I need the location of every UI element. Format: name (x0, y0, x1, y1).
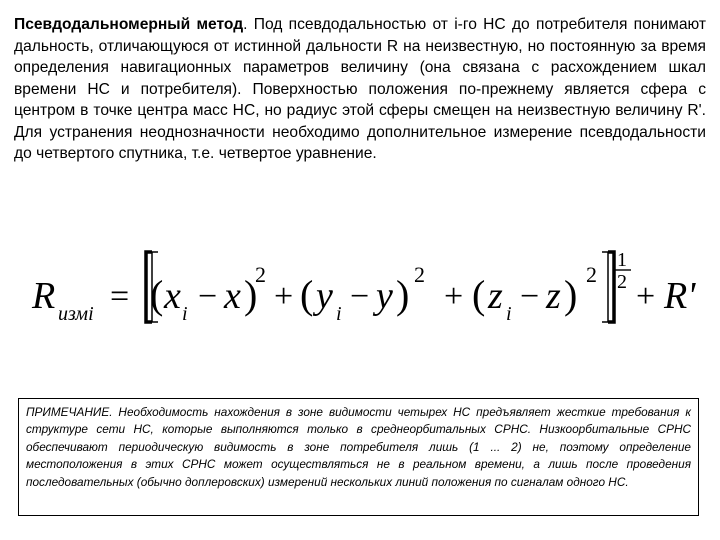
power-x: 2 (255, 262, 266, 287)
paragraph-body: . Под псевдодальностью от i-го НС до потребителя понимают дальность, отличающуюся от истинной дальности R на неизвестную, но постоянную за время определения навигационных параметров величину (она связана с расхождением шкал времени НС и потребителя). Поверхностью положения по-прежнему является сфера с центром в точке центра масс НС, но радиус этой сферы смещен на неизвестную величину R'. Для устранения неоднозначности необходимо дополнительное измерение псевдодальности до четвертого спутника, т.е. четвертое уравнение. (14, 16, 707, 162)
sub-i-z: i (506, 303, 512, 325)
paren-open-y: ( (300, 272, 314, 317)
var-zi: z (488, 275, 503, 317)
power-y: 2 (414, 262, 425, 287)
sub-i-x: i (182, 303, 188, 325)
exponent-denominator: 2 (617, 271, 627, 293)
right-square-bracket-inner (602, 252, 608, 322)
paren-open-z: ( (472, 272, 486, 317)
var-y: y (376, 275, 393, 317)
paren-close-y: ) (396, 272, 410, 317)
right-square-bracket (608, 252, 614, 322)
r-prime: R' (664, 275, 696, 317)
var-z: z (546, 275, 561, 317)
exponent-numerator: 1 (617, 249, 627, 271)
method-term: Псевдодальномерный метод (14, 16, 244, 33)
note-text: ПРИМЕЧАНИЕ. Необходимость нахождения в зоне видимости четырех НС предъявляет жесткие требования к структуре сети НС, которые выполняются только в среднеорбитальных СРНС. Низкоорбитальные СРНС обеспечивают периодическую видимость в зоне потребителя лишь (1 ... 2) не, поэтому определение местоположения в этих СРНС может осуществляться не в реальном времени, а лишь после проведения последовательных (обычно доплеровских) измерений нескольких линий положения по сигналам одного НС. (26, 405, 691, 489)
minus-z: − (520, 278, 540, 315)
formula-equals: = (110, 278, 130, 315)
sub-i-y: i (336, 303, 342, 325)
formula-lhs-sub: измi (58, 303, 94, 325)
note-box (18, 398, 699, 516)
formula-lhs: R (32, 275, 56, 317)
plus-tail: + (636, 278, 656, 315)
paren-close-x: ) (244, 272, 258, 317)
power-z: 2 (586, 262, 597, 287)
paren-close-z: ) (564, 272, 578, 317)
minus-x: − (198, 278, 218, 315)
plus-z: + (444, 278, 464, 315)
paren-open-x: ( (150, 272, 164, 317)
var-xi: x (164, 275, 181, 317)
var-x: x (224, 275, 241, 317)
minus-y: − (350, 278, 370, 315)
main-paragraph (14, 14, 706, 165)
pseudorange-formula (0, 240, 720, 340)
var-yi: y (316, 275, 333, 317)
plus-y: + (274, 278, 294, 315)
